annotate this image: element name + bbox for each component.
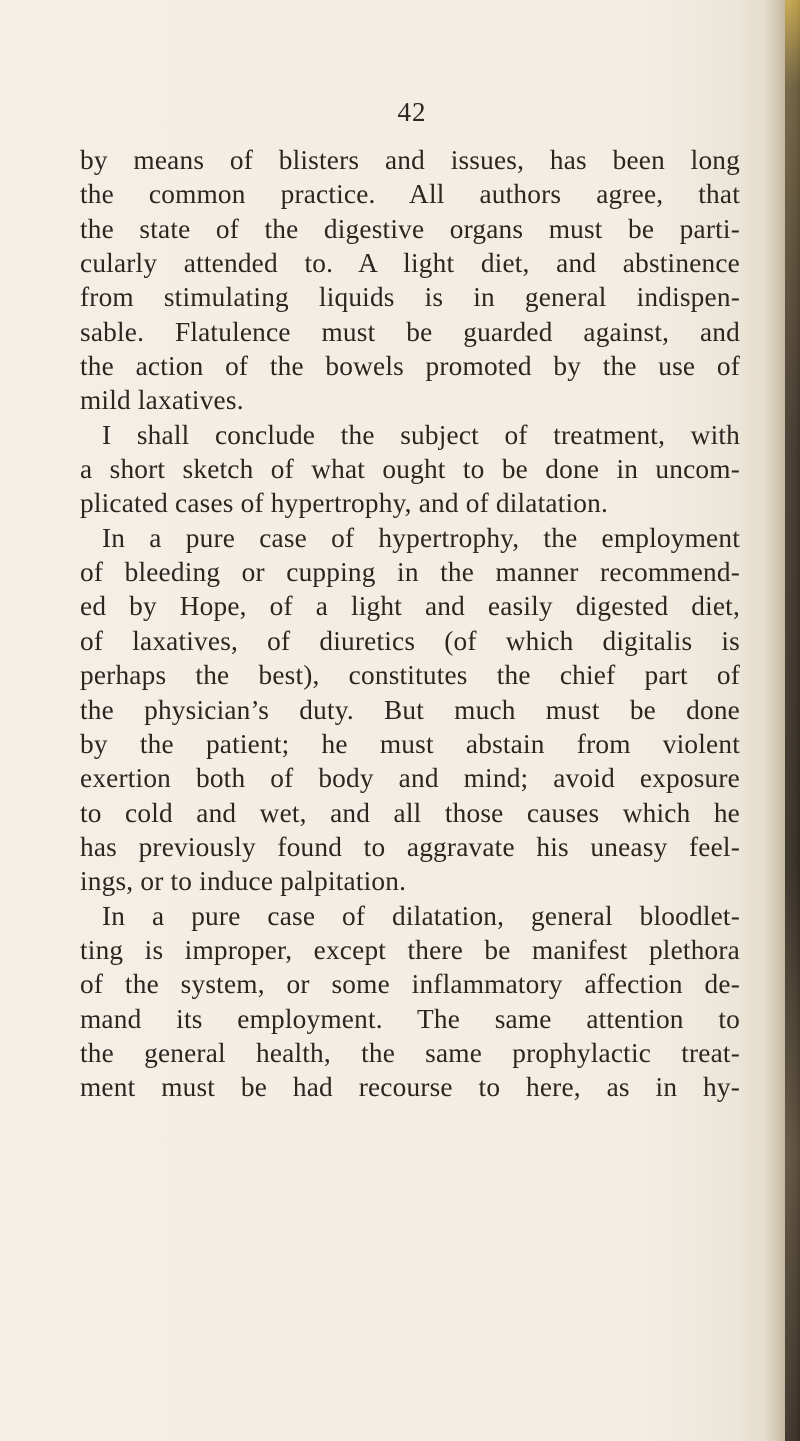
text-line: of bleeding or cupping in the manner recommend- [80, 557, 740, 588]
text-line: to cold and wet, and all those causes which he [80, 797, 740, 828]
text-line: has previously found to aggravate his uneasy feel- [80, 831, 740, 862]
text-line: mild laxatives. [80, 385, 244, 416]
page-number: 42 [397, 97, 427, 127]
binding-edge [785, 0, 800, 1441]
body-text [80, 143, 740, 1105]
text-line: ed by Hope, of a light and easily digested diet, [80, 591, 740, 622]
text-line: exertion both of body and mind; avoid exposure [80, 763, 740, 794]
text-line: a short sketch of what ought to be done in uncom- [80, 454, 740, 485]
text-line: ings, or to induce palpitation. [80, 866, 407, 897]
text-line: I shall conclude the subject of treatment, with [102, 419, 740, 450]
text-line: the physician’s duty. But much must be done [80, 694, 740, 725]
text-line: the state of the digestive organs must be parti- [80, 213, 740, 244]
text-line: by the patient; he must abstain from violent [80, 728, 740, 759]
text-line: from stimulating liquids is in general indispen- [80, 282, 740, 313]
text-line: of the system, or some inflammatory affection de- [80, 969, 740, 1000]
text-line: the common practice. All authors agree, that [80, 179, 740, 210]
text-line: the action of the bowels promoted by the use of [80, 351, 740, 382]
text-line: perhaps the best), constitutes the chief part of [80, 660, 740, 691]
text-line: sable. Flatulence must be guarded against, and [80, 316, 740, 347]
text-line: plicated cases of hypertrophy, and of dilatation. [80, 488, 609, 519]
text-line: In a pure case of dilatation, general bloodlet- [102, 900, 740, 931]
text-line: ment must be had recourse to here, as in hy- [80, 1072, 740, 1103]
text-line: mand its employment. The same attention to [80, 1003, 740, 1034]
text-line: cularly attended to. A light diet, and abstinence [80, 248, 740, 279]
text-line: ting is improper, except there be manifest plethora [80, 934, 740, 965]
text-line: by means of blisters and issues, has been long [80, 145, 740, 175]
text-line: the general health, the same prophylactic treat- [80, 1037, 740, 1068]
text-line: In a pure case of hypertrophy, the employment [102, 522, 740, 553]
text-line: of laxatives, of diuretics (of which digitalis is [80, 625, 740, 656]
